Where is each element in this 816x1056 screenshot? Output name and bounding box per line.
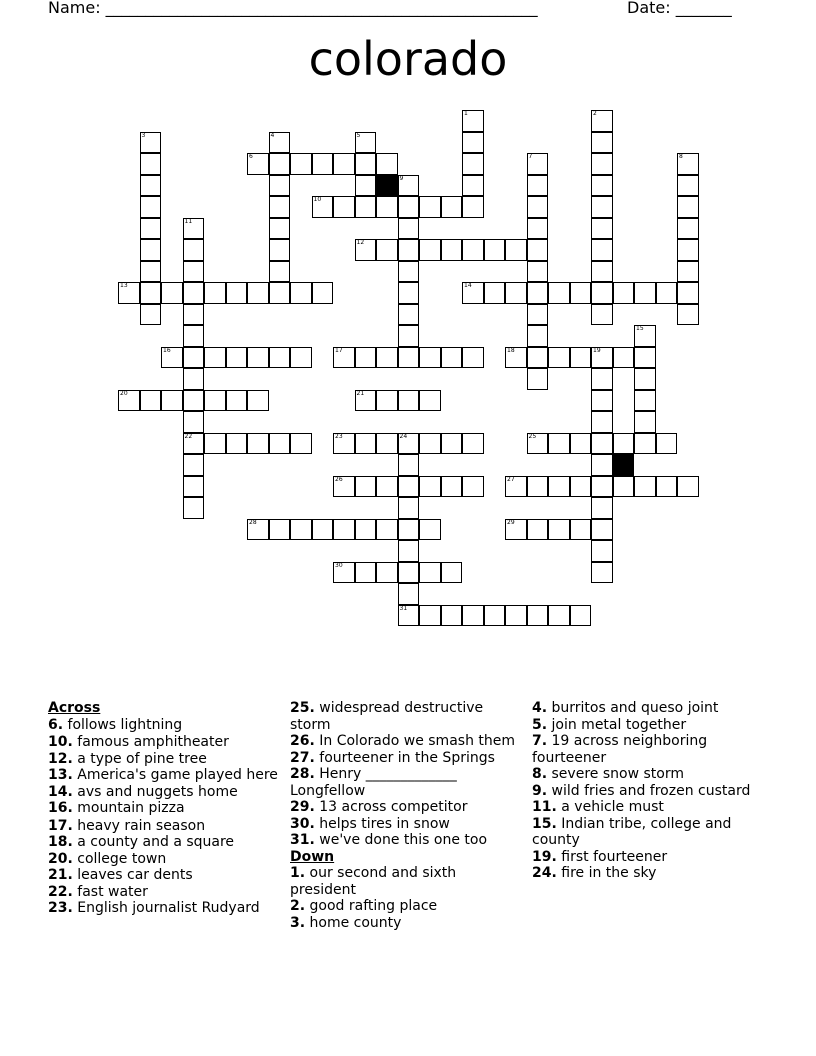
crossword-cell[interactable] [333, 196, 355, 218]
crossword-cell[interactable] [269, 261, 291, 283]
crossword-cell[interactable] [398, 433, 420, 455]
crossword-cell[interactable] [290, 153, 312, 175]
crossword-cell[interactable] [591, 218, 613, 240]
crossword-cell[interactable] [591, 433, 613, 455]
crossword-cell[interactable] [355, 562, 377, 584]
crossword-cell[interactable] [312, 519, 334, 541]
crossword-cell[interactable] [312, 153, 334, 175]
crossword-cell[interactable] [527, 196, 549, 218]
clue-number: 2 [593, 110, 597, 117]
crossword-cell[interactable] [355, 132, 377, 154]
crossword-cell[interactable] [333, 562, 355, 584]
crossword-cell[interactable] [355, 390, 377, 412]
crossword-cell[interactable] [161, 282, 183, 304]
clue-number: 23 [335, 432, 343, 440]
crossword-cell[interactable] [226, 390, 248, 412]
crossword-cell[interactable] [333, 347, 355, 369]
clue-down-15: 15. Indian tribe, college and county [532, 815, 732, 848]
clue-across-27: 27. fourteener in the Springs [290, 749, 495, 766]
crossword-cell[interactable] [269, 282, 291, 304]
clue-across-10: 10. famous amphitheater [48, 734, 229, 750]
crossword-cell[interactable] [591, 390, 613, 412]
crossword-cell[interactable] [634, 347, 656, 369]
crossword-cell[interactable] [505, 476, 527, 498]
crossword-cell[interactable] [226, 433, 248, 455]
crossword-cell[interactable] [570, 605, 592, 627]
crossword-cell[interactable] [376, 476, 398, 498]
crossword-cell[interactable] [140, 239, 162, 261]
crossword-cell[interactable] [527, 368, 549, 390]
crossword-cell[interactable] [398, 239, 420, 261]
crossword-cell[interactable] [376, 153, 398, 175]
crossword-cell[interactable] [677, 304, 699, 326]
clue-number: 22 [184, 432, 193, 440]
crossword-cell[interactable] [247, 282, 269, 304]
crossword-cell[interactable] [290, 347, 312, 369]
crossword-cell[interactable] [656, 476, 678, 498]
crossword-cell[interactable] [183, 261, 205, 283]
clue-down-11: 11. a vehicle must [532, 799, 664, 815]
crossword-cell[interactable] [462, 282, 484, 304]
crossword-cell[interactable] [398, 347, 420, 369]
crossword-cell[interactable] [183, 390, 205, 412]
clue-number: 6 [249, 153, 253, 160]
clue-number: 1 [464, 110, 468, 117]
crossword-cell[interactable] [269, 347, 291, 369]
crossword-cell[interactable] [591, 411, 613, 433]
black-square [613, 454, 635, 476]
crossword-cell[interactable] [462, 476, 484, 498]
clues-column-3 [532, 700, 764, 882]
crossword-cell[interactable] [591, 239, 613, 261]
crossword-cell[interactable] [570, 433, 592, 455]
crossword-cell[interactable] [398, 519, 420, 541]
crossword-cell[interactable] [140, 282, 162, 304]
crossword-cell[interactable] [548, 605, 570, 627]
crossword-cell[interactable] [269, 196, 291, 218]
crossword-cell[interactable] [634, 390, 656, 412]
crossword-cell[interactable] [140, 218, 162, 240]
crossword-cell[interactable] [591, 110, 613, 132]
crossword-cell[interactable] [269, 239, 291, 261]
clue-across-14: 14. avs and nuggets home [48, 783, 238, 800]
crossword-cell[interactable] [355, 347, 377, 369]
crossword-cell[interactable] [118, 282, 140, 304]
crossword-cell[interactable] [548, 476, 570, 498]
crossword-cell[interactable] [462, 153, 484, 175]
crossword-cell[interactable] [355, 196, 377, 218]
crossword-cell[interactable] [333, 476, 355, 498]
crossword-cell[interactable] [247, 153, 269, 175]
clue-down-8: 8. severe snow storm [532, 766, 684, 782]
clue-number: 26 [335, 475, 343, 483]
crossword-cell[interactable] [419, 476, 441, 498]
crossword-cell[interactable] [376, 519, 398, 541]
clue-across-23: 23. English journalist Rudyard [48, 900, 260, 916]
crossword-cell[interactable] [677, 153, 699, 175]
crossword-cell[interactable] [441, 562, 463, 584]
clue-across-18: 18. a county and a square [48, 834, 235, 850]
crossword-cell[interactable] [398, 325, 420, 347]
crossword-cell[interactable] [634, 325, 656, 347]
clue-down-1: 1. our second and sixth president [290, 865, 457, 898]
crossword-cell[interactable] [183, 218, 205, 240]
crossword-cell[interactable] [269, 175, 291, 197]
crossword-cell[interactable] [677, 261, 699, 283]
crossword-cell[interactable] [398, 476, 420, 498]
crossword-cell[interactable] [140, 175, 162, 197]
clues-column-2 [290, 700, 522, 931]
page-title: colorado [308, 32, 508, 86]
date-field-label: Date: _______ [627, 0, 732, 17]
crossword-cell[interactable] [183, 239, 205, 261]
crossword-cell[interactable] [527, 153, 549, 175]
crossword-cell[interactable] [677, 239, 699, 261]
crossword-cell[interactable] [419, 390, 441, 412]
crossword-cell[interactable] [527, 347, 549, 369]
clue-down-19: 19. first fourteener [532, 848, 668, 865]
clue-across-21: 21. leaves car dents [48, 867, 193, 883]
crossword-cell[interactable] [398, 304, 420, 326]
crossword-cell[interactable] [527, 605, 549, 627]
crossword-cell[interactable] [376, 196, 398, 218]
crossword-cell[interactable] [204, 347, 226, 369]
crossword-cell[interactable] [613, 347, 635, 369]
crossword-cell[interactable] [634, 476, 656, 498]
clues-column-1 [48, 700, 280, 917]
crossword-cell[interactable] [677, 175, 699, 197]
crossword-cell[interactable] [527, 239, 549, 261]
clue-down-24: 24. fire in the sky [532, 865, 657, 881]
clue-number: 11 [184, 217, 193, 225]
clue-number: 7 [528, 153, 533, 160]
crossword-cell[interactable] [269, 153, 291, 175]
crossword-cell[interactable] [527, 218, 549, 240]
clue-across-25: 25. widespread destructive storm [290, 700, 484, 733]
crossword-cell[interactable] [570, 476, 592, 498]
clue-number: 16 [163, 346, 171, 354]
crossword-cell[interactable] [140, 153, 162, 175]
clue-number: 10 [313, 196, 322, 203]
crossword-cell[interactable] [398, 196, 420, 218]
crossword-cell[interactable] [183, 497, 205, 519]
crossword-cell[interactable] [527, 433, 549, 455]
crossword-cell[interactable] [570, 282, 592, 304]
crossword-cell[interactable] [591, 497, 613, 519]
clue-across-29: 29. 13 across competitor [290, 799, 468, 815]
crossword-cell[interactable] [505, 239, 527, 261]
crossword-cell[interactable] [398, 583, 420, 605]
clue-down-7: 7. 19 across neighboring fourteener [532, 733, 708, 766]
clue-number: 18 [507, 346, 515, 354]
crossword-cell[interactable] [140, 261, 162, 283]
crossword-cell[interactable] [548, 433, 570, 455]
clue-across-20: 20. college town [48, 850, 167, 867]
crossword-cell[interactable] [634, 433, 656, 455]
crossword-cell[interactable] [269, 433, 291, 455]
crossword-cell[interactable] [398, 497, 420, 519]
crossword-cell[interactable] [527, 175, 549, 197]
crossword-cell[interactable] [290, 282, 312, 304]
crossword-cell[interactable] [419, 519, 441, 541]
clue-number: 27 [507, 475, 515, 483]
crossword-cell[interactable] [462, 433, 484, 455]
crossword-cell[interactable] [269, 132, 291, 154]
crossword-cell[interactable] [677, 282, 699, 304]
crossword-cell[interactable] [140, 304, 162, 326]
crossword-cell[interactable] [656, 282, 678, 304]
crossword-cell[interactable] [290, 433, 312, 455]
crossword-cell[interactable] [591, 282, 613, 304]
crossword-cell[interactable] [527, 519, 549, 541]
crossword-cell[interactable] [247, 519, 269, 541]
clue-number: 28 [249, 518, 257, 526]
crossword-cell[interactable] [484, 282, 506, 304]
clue-across-22: 22. fast water [48, 883, 148, 900]
crossword-cell[interactable] [462, 175, 484, 197]
crossword-cell[interactable] [462, 110, 484, 132]
crossword-cell[interactable] [527, 476, 549, 498]
down-heading: Down [290, 848, 335, 865]
crossword-cell[interactable] [441, 347, 463, 369]
crossword-cell[interactable] [183, 454, 205, 476]
crossword-cell[interactable] [355, 519, 377, 541]
clue-number: 3 [141, 131, 146, 139]
clue-across-26: 26. In Colorado we smash them [290, 733, 516, 749]
crossword-cell[interactable] [419, 196, 441, 218]
crossword-cell[interactable] [677, 476, 699, 498]
clue-number: 5 [356, 131, 361, 139]
clue-number: 31 [399, 604, 408, 612]
crossword-cell[interactable] [634, 368, 656, 390]
crossword-cell[interactable] [505, 347, 527, 369]
crossword-cell[interactable] [204, 390, 226, 412]
crossword-cell[interactable] [591, 261, 613, 283]
clue-number: 29 [507, 518, 515, 526]
crossword-cell[interactable] [441, 239, 463, 261]
crossword-cell[interactable] [269, 519, 291, 541]
crossword-cell[interactable] [398, 175, 420, 197]
crossword-cell[interactable] [376, 347, 398, 369]
crossword-cell[interactable] [398, 218, 420, 240]
crossword-cell[interactable] [462, 347, 484, 369]
crossword-cell[interactable] [183, 411, 205, 433]
crossword-cell[interactable] [226, 282, 248, 304]
crossword-cell[interactable] [204, 282, 226, 304]
crossword-cell[interactable] [484, 239, 506, 261]
crossword-cell[interactable] [183, 433, 205, 455]
clue-number: 21 [356, 389, 365, 397]
crossword-cell[interactable] [183, 347, 205, 369]
crossword-cell[interactable] [376, 433, 398, 455]
clue-number: 4 [270, 131, 275, 139]
crossword-cell[interactable] [398, 390, 420, 412]
crossword-cell[interactable] [204, 433, 226, 455]
clue-down-5: 5. join metal together [532, 716, 687, 733]
clue-number: 17 [335, 346, 343, 354]
crossword-cell[interactable] [505, 519, 527, 541]
crossword-cell[interactable] [527, 325, 549, 347]
clue-number: 12 [356, 239, 365, 246]
crossword-cell[interactable] [462, 605, 484, 627]
crossword-cell[interactable] [591, 347, 613, 369]
crossword-cell[interactable] [376, 390, 398, 412]
clue-across-17: 17. heavy rain season [48, 817, 206, 834]
crossword-cell[interactable] [226, 347, 248, 369]
crossword-cell[interactable] [462, 239, 484, 261]
clue-across-12: 12. a type of pine tree [48, 750, 207, 767]
crossword-cell[interactable] [548, 519, 570, 541]
crossword-cell[interactable] [398, 562, 420, 584]
crossword-cell[interactable] [505, 282, 527, 304]
crossword-cell[interactable] [484, 605, 506, 627]
crossword-cell[interactable] [376, 239, 398, 261]
clue-number: 30 [335, 561, 343, 569]
clue-number: 20 [120, 389, 128, 397]
crossword-cell[interactable] [355, 153, 377, 175]
crossword-cell[interactable] [161, 347, 183, 369]
crossword-cell[interactable] [333, 433, 355, 455]
crossword-cell[interactable] [183, 368, 205, 390]
crossword-cell[interactable] [140, 132, 162, 154]
crossword-cell[interactable] [441, 433, 463, 455]
crossword-cell[interactable] [355, 476, 377, 498]
crossword-cell[interactable] [441, 476, 463, 498]
clue-down-9: 9. wild fries and frozen custard [532, 782, 751, 799]
crossword-cell[interactable] [527, 261, 549, 283]
crossword-cell[interactable] [376, 562, 398, 584]
black-square [376, 175, 398, 197]
crossword-cell[interactable] [419, 347, 441, 369]
clue-number: 14 [464, 282, 472, 289]
clue-across-13: 13. America's game played here [48, 767, 278, 783]
crossword-cell[interactable] [527, 304, 549, 326]
crossword-cell[interactable] [161, 390, 183, 412]
crossword-cell[interactable] [183, 476, 205, 498]
clue-down-3: 3. home county [290, 914, 402, 931]
crossword-cell[interactable] [419, 433, 441, 455]
crossword-cell[interactable] [247, 347, 269, 369]
clue-number: 19 [593, 346, 601, 354]
crossword-cell[interactable] [570, 519, 592, 541]
crossword-cell[interactable] [398, 282, 420, 304]
crossword-cell[interactable] [613, 282, 635, 304]
across-heading: Across [48, 700, 101, 716]
crossword-cell[interactable] [333, 519, 355, 541]
crossword-cell[interactable] [419, 562, 441, 584]
crossword-cell[interactable] [570, 347, 592, 369]
crossword-cell[interactable] [183, 304, 205, 326]
crossword-cell[interactable] [591, 562, 613, 584]
crossword-cell[interactable] [312, 282, 334, 304]
clue-down-4: 4. burritos and queso joint [532, 700, 719, 716]
clue-across-31: 31. we've done this one too [290, 832, 488, 848]
crossword-cell[interactable] [591, 476, 613, 498]
crossword-cell[interactable] [183, 325, 205, 347]
crossword-cell[interactable] [118, 390, 140, 412]
clue-across-28: 28. Henry _____________ Longfellow [290, 766, 457, 799]
crossword-cell[interactable] [355, 239, 377, 261]
crossword-cell[interactable] [591, 153, 613, 175]
clue-number: 8 [679, 153, 683, 160]
crossword-cell[interactable] [441, 605, 463, 627]
crossword-cell[interactable] [140, 196, 162, 218]
crossword-cell[interactable] [247, 433, 269, 455]
crossword-cell[interactable] [398, 605, 420, 627]
crossword-cell[interactable] [591, 304, 613, 326]
crossword-cell[interactable] [333, 153, 355, 175]
crossword-cell[interactable] [355, 175, 377, 197]
crossword-cell[interactable] [548, 347, 570, 369]
crossword-cell[interactable] [677, 218, 699, 240]
crossword-cell[interactable] [269, 218, 291, 240]
clue-across-6: 6. follows lightning [48, 716, 183, 733]
crossword-cell[interactable] [419, 239, 441, 261]
crossword-cell[interactable] [613, 476, 635, 498]
clue-number: 24 [399, 432, 408, 440]
crossword-cell[interactable] [656, 433, 678, 455]
crossword-cell[interactable] [634, 282, 656, 304]
name-field-label: Name: ______________________________________________________ [48, 0, 538, 17]
crossword-cell[interactable] [591, 368, 613, 390]
crossword-cell[interactable] [419, 605, 441, 627]
crossword-cell[interactable] [462, 196, 484, 218]
crossword-cell[interactable] [140, 390, 162, 412]
crossword-cell[interactable] [591, 540, 613, 562]
crossword-cell[interactable] [183, 282, 205, 304]
crossword-cell[interactable] [591, 454, 613, 476]
crossword-cell[interactable] [634, 411, 656, 433]
clue-across-30: 30. helps tires in snow [290, 815, 450, 832]
crossword-cell[interactable] [505, 605, 527, 627]
clue-number: 13 [120, 282, 128, 289]
clue-number: 15 [636, 325, 644, 332]
crossword-cell[interactable] [677, 196, 699, 218]
crossword-cell[interactable] [548, 282, 570, 304]
crossword-cell[interactable] [247, 390, 269, 412]
clue-down-2: 2. good rafting place [290, 898, 438, 914]
crossword-cell[interactable] [441, 196, 463, 218]
crossword-cell[interactable] [591, 196, 613, 218]
clue-number: 9 [399, 174, 404, 182]
crossword-cell[interactable] [398, 540, 420, 562]
crossword-cell[interactable] [312, 196, 334, 218]
clue-number: 25 [528, 432, 537, 440]
crossword-cell[interactable] [355, 433, 377, 455]
crossword-cell[interactable] [290, 519, 312, 541]
crossword-cell[interactable] [398, 261, 420, 283]
crossword-cell[interactable] [398, 454, 420, 476]
crossword-cell[interactable] [591, 175, 613, 197]
crossword-cell[interactable] [527, 282, 549, 304]
crossword-cell[interactable] [591, 132, 613, 154]
crossword-cell[interactable] [591, 519, 613, 541]
crossword-cell[interactable] [462, 132, 484, 154]
crossword-cell[interactable] [613, 433, 635, 455]
clue-across-16: 16. mountain pizza [48, 800, 185, 816]
